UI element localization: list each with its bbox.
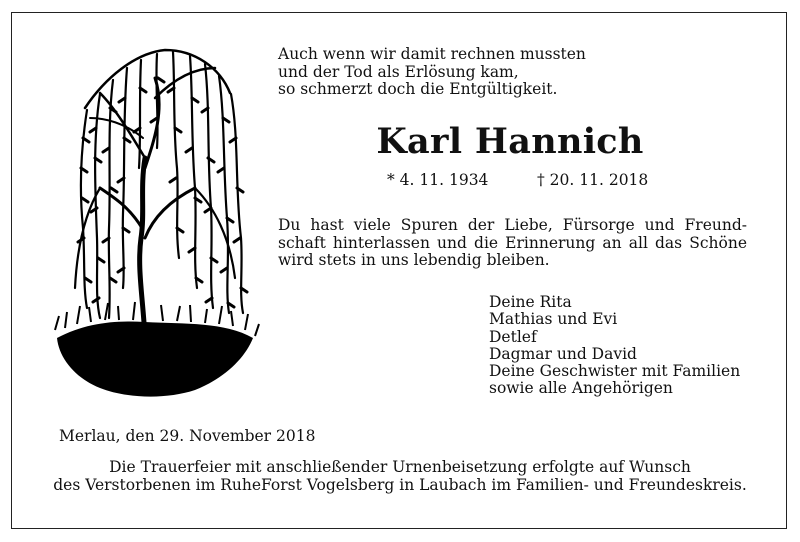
- birth-date: * 4. 11. 1934: [387, 171, 489, 189]
- motto-line: und der Tod als Erlösung kam,: [278, 62, 519, 81]
- message-line: wird stets in uns lebendig bleiben.: [278, 251, 550, 269]
- memorial-message: [278, 217, 747, 270]
- mourners-list: [489, 294, 740, 398]
- motto-quote: [278, 46, 586, 99]
- message-line: Du hast viele Spuren der Liebe, Fürsorge und Freund-: [278, 216, 747, 234]
- notice-line: Die Trauerfeier mit anschließender Urnenbeisetzung erfolgte auf Wunsch: [109, 458, 691, 476]
- mourner-name: sowie alle Angehörigen: [489, 379, 673, 398]
- notice-line: des Verstorbenen im RuheForst Vogelsberg in Laubach im Familien- und Freundeskreis.: [53, 475, 747, 494]
- motto-line: so schmerzt doch die Entgültigkeit.: [278, 80, 558, 98]
- place-and-date: Merlau, den 29. November 2018: [59, 427, 316, 445]
- death-date: † 20. 11. 2018: [537, 171, 649, 189]
- weeping-willow-tree-icon: [45, 38, 265, 404]
- mourner-name: Deine Geschwister mit Familien: [489, 362, 741, 381]
- mourner-name: Deine Rita: [489, 293, 572, 311]
- message-line: schaft hinterlassen und die Erinnerung an all das Schöne: [278, 233, 747, 252]
- deceased-name: Karl Hannich: [376, 121, 644, 162]
- mourner-name: Mathias und Evi: [489, 310, 618, 329]
- funeral-notice: [40, 459, 760, 494]
- motto-line: Auch wenn wir damit rechnen mussten: [278, 45, 586, 63]
- mourner-name: Dagmar und David: [489, 344, 637, 363]
- mourner-name: Detlef: [489, 327, 537, 346]
